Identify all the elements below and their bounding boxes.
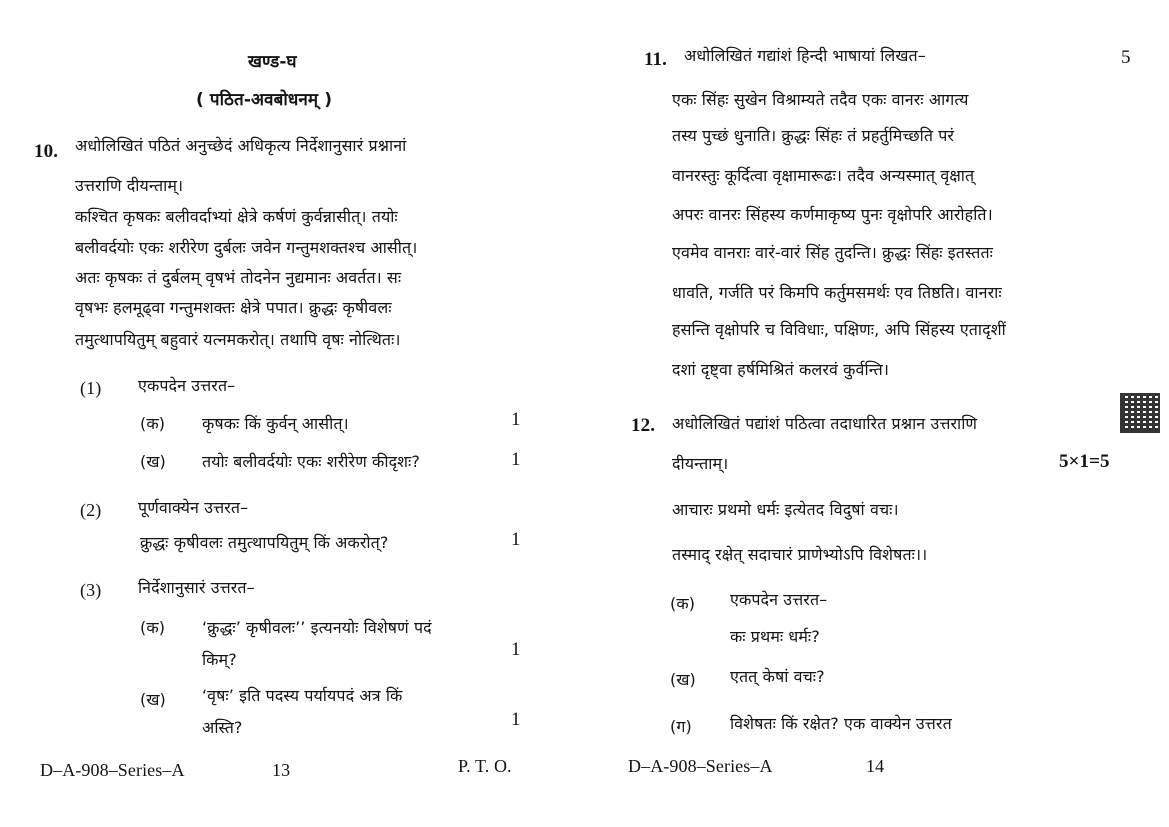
part-3-heading: निर्देशानुसारं उत्तरत– — [138, 578, 255, 597]
passage-line: एकः सिंहः सुखेन विश्राम्यते तदैव एकः वानरः आगत्य — [672, 90, 969, 109]
question-11-mark: 5 — [1121, 47, 1131, 68]
part-3-number: (3) — [80, 580, 102, 600]
question-11-number: 11. — [644, 49, 668, 70]
part-3-ka-question: ‘क्रुद्धः’ कृषीवलः’’ इत्यनयोः विशेषणं पदं — [202, 618, 432, 637]
section-title: खण्ड-घ — [248, 52, 297, 72]
passage-line: तमुत्थापयितुम् बहुवारं यत्नमकरोत्। तथापि वृषः नोत्थितः। — [75, 330, 401, 349]
question-10-number: 10. — [34, 141, 59, 162]
passage-line: बलीवर्दयोः एकः शरीरेण दुर्बलः जवेन गन्तुमशक्तश्च आसीत्। — [75, 238, 418, 257]
part-2-number: (2) — [80, 500, 102, 520]
passage-line: अतः कृषकः तं दुर्बलम् वृषभं तोदनेन नुद्यमानः अवर्तत। सः — [75, 268, 402, 287]
passage-line: धावति, गर्जति परं किमपि कर्तुमसमर्थः एव तिष्ठति। वानराः — [672, 283, 1002, 302]
part-3-kha-question: ‘वृषः’ इति पदस्य पर्यायपदं अत्र किं — [202, 686, 403, 705]
question-12-number: 12. — [631, 415, 656, 436]
footer-paper-code: D–A-908–Series–A — [628, 756, 773, 776]
passage-line: अपरः वानरः सिंहस्य कर्णमाकृष्य पुनः वृक्षोपरि आरोहति। — [672, 205, 993, 224]
passage-line: दशां दृष्ट्वा हर्षमिश्रितं कलरवं कुर्वन्ति। — [672, 360, 890, 379]
question-12-instruction: अधोलिखितं पद्यांशं पठित्वा तदाधारित प्रश्नान उत्तराणि — [672, 414, 978, 433]
qr-code-image — [1120, 393, 1160, 433]
part-1-ka-mark: 1 — [511, 409, 521, 430]
part-3-kha-mark: 1 — [511, 709, 521, 730]
question-12-ga-label: (ग) — [670, 717, 692, 736]
part-1-ka-question: कृषकः किं कुर्वन् आसीत्। — [202, 414, 349, 433]
part-1-kha-question: तयोः बलीवर्दयोः एकः शरीरेण कीदृशः? — [202, 452, 420, 471]
passage-line: वानरस्तुः कूर्दित्वा वृक्षामारूढः। तदैव अन्यस्मात् वृक्षात् — [672, 166, 975, 185]
question-12-instruction-line2: दीयन्ताम्। — [672, 454, 729, 473]
passage-line: तस्य पुच्छं धुनाति। क्रुद्धः सिंहः तं प्रहर्तुमिच्छति परं — [672, 126, 955, 145]
question-12-kha-question: एतत् केषां वचः? — [730, 667, 825, 686]
part-3-kha-question-line2: अस्ति? — [202, 718, 243, 737]
question-12-ga-question: विशेषतः किं रक्षेत? एक वाक्येन उत्तरत — [730, 714, 952, 733]
footer-pto: P. T. O. — [458, 756, 512, 776]
part-2-question: क्रुद्धः कृषीवलः तमुत्थापयितुम् किं अकरोत्? — [140, 533, 389, 552]
verse-line-2: तस्माद् रक्षेत् सदाचारं प्राणेभ्योऽपि विशेषतः।। — [672, 545, 928, 564]
verse-line-1: आचारः प्रथमो धर्मः इत्येतद विदुषां वचः। — [672, 500, 899, 519]
part-3-ka-question-line2: किम्? — [202, 650, 237, 669]
part-1-number: (1) — [80, 378, 102, 398]
question-11-instruction: अधोलिखितं गद्यांशं हिन्दी भाषायां लिखत– — [684, 46, 926, 65]
part-3-ka-mark: 1 — [511, 639, 521, 660]
question-12-ka-label: (क) — [670, 594, 696, 613]
question-12-ka-question: कः प्रथमः धर्मः? — [730, 627, 820, 646]
question-12-mark: 5×1=5 — [1059, 451, 1110, 472]
question-12-kha-label: (ख) — [670, 670, 696, 689]
left-page — [0, 0, 584, 827]
part-3-kha-label: (ख) — [140, 690, 166, 709]
footer-paper-code: D–A-908–Series–A — [40, 760, 185, 780]
passage-line: हसन्ति वृक्षोपरि च विविधाः, पक्षिणः, अपि सिंहस्य एतादृशीं — [672, 320, 1006, 339]
section-subtitle: ( पठित-अवबोधनम् ) — [196, 90, 333, 110]
passage-line: एवमेव वानराः वारं-वारं सिंह तुदन्ति। क्रुद्धः सिंहः इतस्ततः — [672, 243, 993, 262]
part-3-ka-label: (क) — [140, 618, 166, 637]
footer-page-number: 13 — [272, 760, 291, 780]
passage-line: वृषभः हलमूढ्वा गन्तुमशक्तः क्षेत्रे पपात। क्रुद्धः कृषीवलः — [75, 298, 392, 317]
part-2-mark: 1 — [511, 529, 521, 550]
part-1-ka-label: (क) — [140, 414, 166, 433]
footer-page-number: 14 — [866, 756, 885, 776]
passage-line: कश्चित कृषकः बलीवर्दाभ्यां क्षेत्रे कर्षणं कुर्वन्नासीत्। तयोः — [75, 207, 398, 226]
question-10-instruction: अधोलिखितं पठितं अनुच्छेदं अधिकृत्य निर्देशानुसारं प्रश्नानां — [75, 136, 407, 155]
question-10-instruction-line2: उत्तराणि दीयन्ताम्। — [75, 176, 184, 195]
part-1-kha-label: (ख) — [140, 452, 166, 471]
part-1-kha-mark: 1 — [511, 449, 521, 470]
question-12-ka-heading: एकपदेन उत्तरत– — [730, 590, 828, 609]
part-1-heading: एकपदेन उत्तरत– — [138, 376, 236, 395]
right-page — [584, 0, 1169, 827]
part-2-heading: पूर्णवाक्येन उत्तरत– — [138, 498, 249, 517]
